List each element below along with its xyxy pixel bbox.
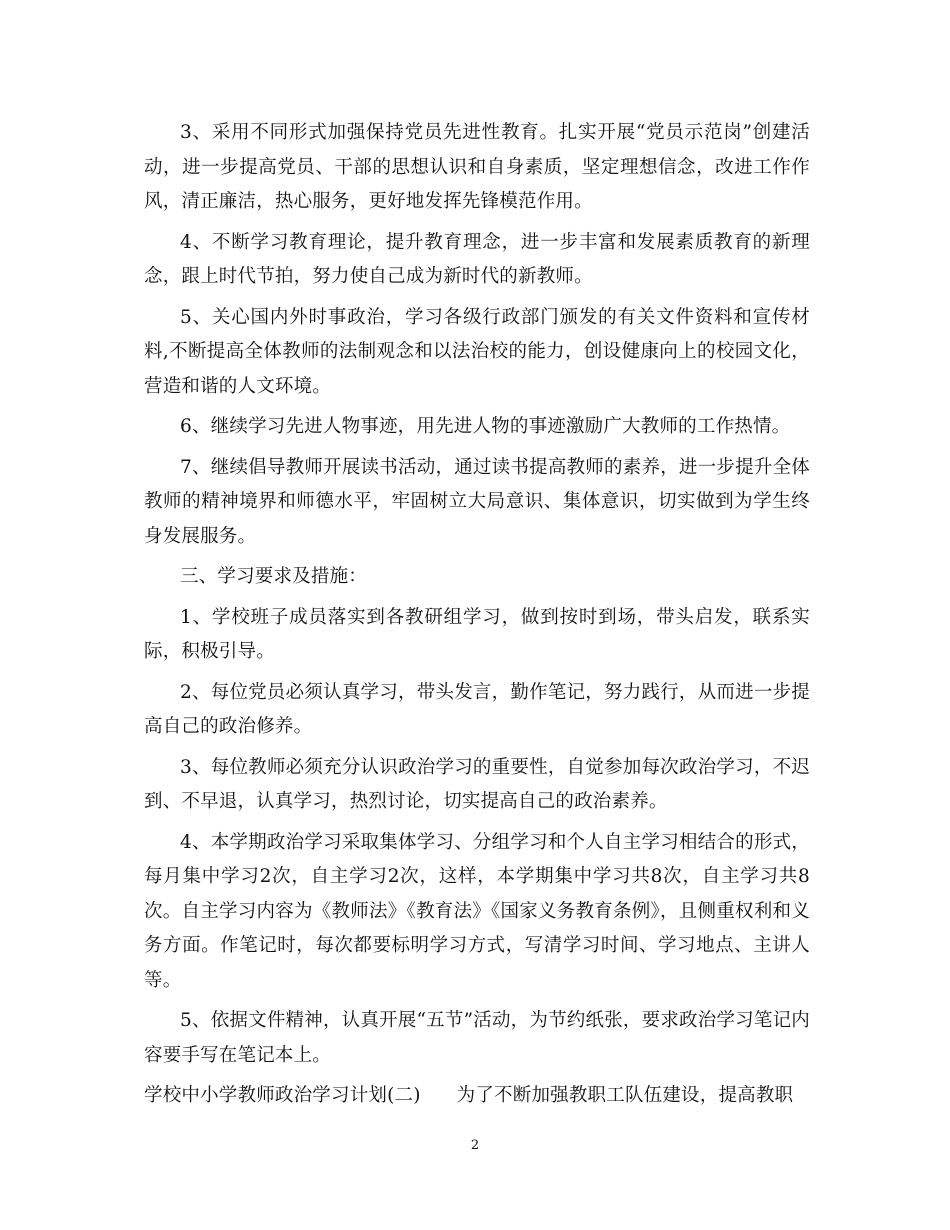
requirement-item-2: 2、每位党员必须认真学习，带头发言，勤作笔记，努力践行，从而进一步提高自己的政治修养。 <box>144 681 810 737</box>
requirement-item-3: 3、每位教师必须充分认识政治学习的重要性，自觉参加每次政治学习，不迟到、不早退，认真学习，热烈讨论，切实提高自己的政治素养。 <box>144 756 810 812</box>
next-plan-title: 学校中小学教师政治学习计划(二) <box>144 1085 421 1106</box>
paragraph-item-4: 4、不断学习教育理论，提升教育理念，进一步丰富和发展素质教育的新理念，跟上时代节拍，努力使自己成为新时代的新教师。 <box>144 231 810 287</box>
next-section-line <box>144 1079 810 1114</box>
section-heading: 三、学习要求及措施： <box>180 566 368 587</box>
page-number: 2 <box>470 1138 480 1153</box>
next-plan-intro: 为了不断加强教职工队伍建设，提高教职 <box>456 1085 794 1106</box>
requirement-item-5: 5、依据文件精神，认真开展“五节”活动，为节约纸张，要求政治学习笔记内容要手写在笔记本上。 <box>144 1010 810 1066</box>
document-body <box>144 116 810 1114</box>
paragraph-item-6: 6、继续学习先进人物事迹，用先进人物的事迹激励广大教师的工作热情。 <box>180 416 791 437</box>
paragraph-item-7: 7、继续倡导教师开展读书活动，通过读书提高教师的素养，进一步提升全体教师的精神境界和师德水平，牢固树立大局意识、集体意识，切实做到为学生终身发展服务。 <box>144 456 810 547</box>
requirement-item-1: 1、学校班子成员落实到各教研组学习，做到按时到场，带头启发，联系实际，积极引导。 <box>144 606 810 662</box>
paragraph-item-5: 5、关心国内外时事政治，学习各级行政部门颁发的有关文件资料和宣传材料,不断提高全体教师的法制观念和以法治校的能力，创设健康向上的校园文化，营造和谐的人文环境。 <box>144 306 810 397</box>
requirement-item-4: 4、本学期政治学习采取集体学习、分组学习和个人自主学习相结合的形式，每月集中学习2次，自主学习2次，这样，本学期集中学习共8次，自主学习共8次。自主学习内容为《教师法》《教育法》《国家义务教育条例》，且侧重权利和义务方面。作笔记时，每次都要标明学习方式，写清学习时间、学习地点、主讲人等。 <box>144 831 810 991</box>
paragraph-item-3: 3、采用不同形式加强保持党员先进性教育。扎实开展“党员示范岗”创建活动，进一步提高党员、干部的思想认识和自身素质，坚定理想信念，改进工作作风，清正廉洁，热心服务，更好地发挥先锋模范作用。 <box>144 122 810 212</box>
